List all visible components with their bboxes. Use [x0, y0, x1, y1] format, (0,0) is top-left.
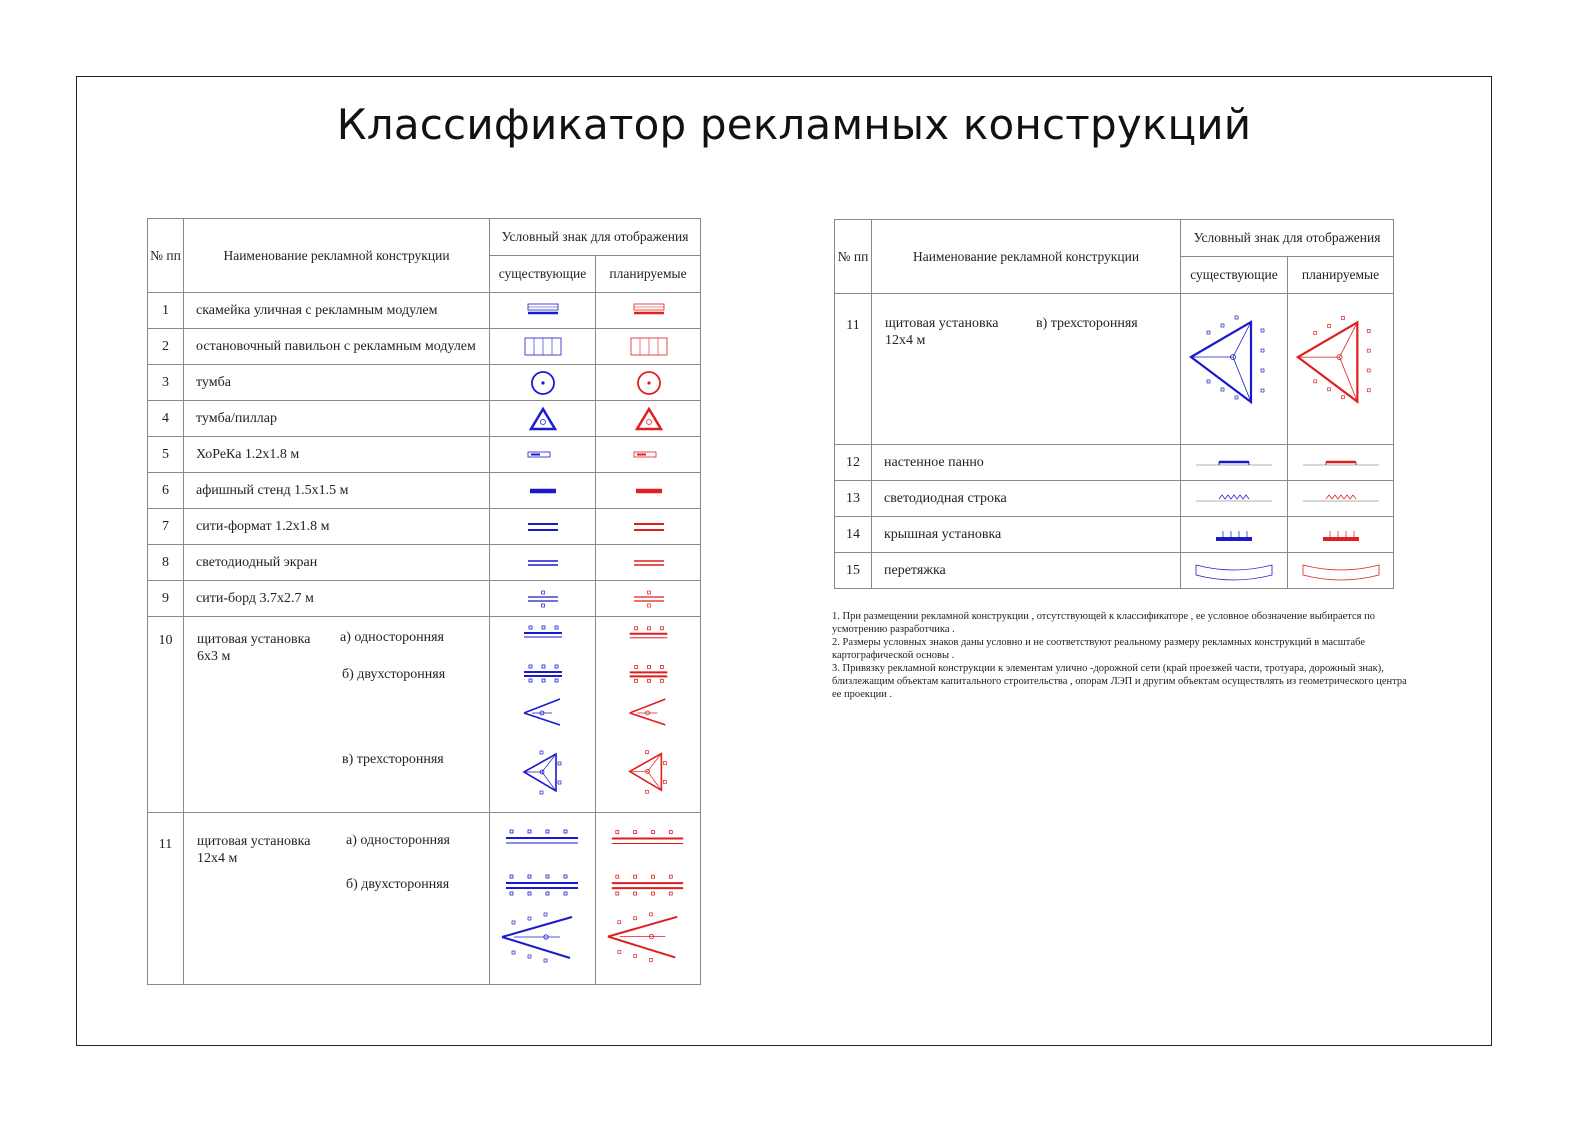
row-name: скамейка уличная с рекламным модулем	[184, 293, 490, 329]
pillar-icon	[490, 401, 596, 436]
table-row	[835, 294, 1394, 445]
header-num: № пп	[148, 219, 184, 293]
symbol-planned	[1288, 445, 1394, 481]
table-row	[835, 517, 1394, 553]
variant-c-label: в) трехсторонняя	[342, 752, 444, 767]
table-row	[148, 509, 701, 545]
variant-b-label: б) двухсторонняя	[346, 877, 450, 892]
symbol-planned	[596, 813, 701, 985]
row-number: 5	[148, 437, 184, 473]
led-screen-icon	[596, 545, 702, 580]
header-symbol: Условный знак для отображения	[1181, 220, 1394, 257]
row-name: сити-формат 1.2х1.8 м	[184, 509, 490, 545]
pavilion-icon	[596, 329, 702, 364]
row-number: 10	[148, 617, 184, 813]
note-item: 1. При размещении рекламной конструкции , отсутствующей к классификаторе , ее условное обозначение выбирается по усмотрению разработчика .	[832, 611, 1376, 635]
row-number: 11	[148, 813, 184, 985]
table-row	[835, 481, 1394, 517]
symbol-existing	[1181, 294, 1288, 445]
symbol-planned	[596, 437, 701, 473]
row-name: светодиодная строка	[872, 481, 1181, 517]
variant-b-label: б) двухсторонняя	[342, 667, 446, 682]
row-name: настенное панно	[872, 445, 1181, 481]
pedestal-icon	[490, 365, 596, 400]
row-number: 8	[148, 545, 184, 581]
table-row	[835, 553, 1394, 589]
header-symbol: Условный знак для отображения	[490, 219, 701, 256]
symbol-existing	[490, 293, 596, 329]
row-name: сити-борд 3.7х2.7 м	[184, 581, 490, 617]
header-planned: планируемые	[596, 256, 701, 293]
symbol-existing	[490, 545, 596, 581]
symbol-existing	[490, 813, 596, 985]
row-number: 4	[148, 401, 184, 437]
row-number: 14	[835, 517, 872, 553]
row-name: тумба/пиллар	[184, 401, 490, 437]
poster-stand-icon	[596, 473, 702, 508]
row-name: щитовая установка 12х4 м	[885, 316, 999, 348]
header-num: № пп	[835, 220, 872, 294]
row-name: щитовая установка 12х4 м	[197, 834, 311, 866]
row-number: 11	[835, 294, 872, 445]
symbol-planned	[596, 545, 701, 581]
row-name: ХоРеКа 1.2х1.8 м	[184, 437, 490, 473]
note-item: 3. Привязку рекламной конструкции к элементам улично -дорожной сети (край проезжей части, тротуара, дорожный знак), близлежащим объектам капитального строительства , опорам ЛЭП и другим объектам осуществлять из геометрического центра ее проекции .	[832, 663, 1407, 700]
row-name-cell	[184, 813, 490, 985]
bench-icon	[490, 293, 596, 328]
classifier-table-left	[147, 218, 701, 985]
row-number: 6	[148, 473, 184, 509]
row-name-cell	[872, 294, 1181, 445]
table-row	[148, 473, 701, 509]
poster-stand-icon	[490, 473, 596, 508]
led-line-icon	[1288, 481, 1394, 516]
pillar-icon	[596, 401, 702, 436]
row-name: афишный стенд 1.5х1.5 м	[184, 473, 490, 509]
symbol-planned	[596, 365, 701, 401]
table-row	[148, 401, 701, 437]
roof-installation-icon	[1288, 517, 1394, 552]
table-row	[148, 545, 701, 581]
row-name: тумба	[184, 365, 490, 401]
row-number: 12	[835, 445, 872, 481]
symbol-planned	[1288, 481, 1394, 517]
header-name: Наименование рекламной конструкции	[872, 220, 1181, 294]
pavilion-icon	[490, 329, 596, 364]
symbol-existing	[490, 437, 596, 473]
row-name: остановочный павильон с рекламным модулем	[184, 329, 490, 365]
symbol-existing	[490, 617, 596, 813]
row-number: 2	[148, 329, 184, 365]
city-format-icon	[596, 509, 702, 544]
row-number: 7	[148, 509, 184, 545]
symbol-planned	[596, 581, 701, 617]
table-row	[148, 581, 701, 617]
billboard-6x3-planned-icon	[596, 617, 701, 807]
symbol-planned	[596, 401, 701, 437]
variant-a-label: а) односторонняя	[346, 833, 450, 848]
bench-icon	[596, 293, 702, 328]
symbol-existing	[1181, 481, 1288, 517]
symbol-planned	[596, 509, 701, 545]
page-title: Классификатор рекламных конструкций	[336, 100, 1252, 149]
symbol-existing	[1181, 517, 1288, 553]
symbol-existing	[490, 365, 596, 401]
row-name: светодиодный экран	[184, 545, 490, 581]
banner-stretch-icon	[1181, 553, 1287, 588]
horeca-icon	[596, 437, 702, 472]
pedestal-icon	[596, 365, 702, 400]
symbol-planned	[596, 473, 701, 509]
variant-c-label: в) трехсторонняя	[1036, 316, 1138, 331]
symbol-planned	[596, 617, 701, 813]
classifier-table-right	[834, 219, 1394, 589]
wall-panel-icon	[1181, 445, 1287, 480]
row-number: 15	[835, 553, 872, 589]
symbol-existing	[1181, 445, 1288, 481]
row-name-cell	[184, 617, 490, 813]
billboard-6x3-existing-icon	[490, 617, 596, 807]
city-format-icon	[490, 509, 596, 544]
billboard-12x4-three-sided-existing-icon	[1181, 294, 1288, 439]
header-existing: существующие	[490, 256, 596, 293]
symbol-planned	[596, 293, 701, 329]
horeca-icon	[490, 437, 596, 472]
symbol-existing	[490, 581, 596, 617]
city-board-icon	[596, 581, 702, 616]
variant-a-label: а) односторонняя	[340, 630, 444, 645]
row-name: перетяжка	[872, 553, 1181, 589]
symbol-planned	[1288, 517, 1394, 553]
billboard-12x4-planned-icon	[596, 813, 701, 979]
header-planned: планируемые	[1288, 257, 1394, 294]
roof-installation-icon	[1181, 517, 1287, 552]
header-existing: существующие	[1181, 257, 1288, 294]
symbol-existing	[490, 329, 596, 365]
table-row	[148, 813, 701, 985]
notes-list	[832, 610, 1412, 701]
table-row	[148, 437, 701, 473]
row-number: 9	[148, 581, 184, 617]
symbol-planned	[1288, 553, 1394, 589]
billboard-12x4-three-sided-planned-icon	[1288, 294, 1394, 439]
symbol-existing	[1181, 553, 1288, 589]
symbol-planned	[1288, 294, 1394, 445]
symbol-existing	[490, 509, 596, 545]
led-line-icon	[1181, 481, 1287, 516]
row-name: щитовая установка 6х3 м	[197, 632, 311, 664]
banner-stretch-icon	[1288, 553, 1394, 588]
row-name: крышная установка	[872, 517, 1181, 553]
header-name: Наименование рекламной конструкции	[184, 219, 490, 293]
led-screen-icon	[490, 545, 596, 580]
table-row	[148, 293, 701, 329]
table-row	[835, 445, 1394, 481]
table-row	[148, 329, 701, 365]
row-number: 1	[148, 293, 184, 329]
billboard-12x4-existing-icon	[490, 813, 596, 979]
symbol-existing	[490, 401, 596, 437]
symbol-existing	[490, 473, 596, 509]
wall-panel-icon	[1288, 445, 1394, 480]
table-row	[148, 365, 701, 401]
row-number: 13	[835, 481, 872, 517]
table-row	[148, 617, 701, 813]
note-item: 2. Размеры условных знаков даны условно и не соответствуют реальному размеру рекламных конструкций в масштабе картографической основы .	[832, 637, 1366, 661]
row-number: 3	[148, 365, 184, 401]
symbol-planned	[596, 329, 701, 365]
city-board-icon	[490, 581, 596, 616]
